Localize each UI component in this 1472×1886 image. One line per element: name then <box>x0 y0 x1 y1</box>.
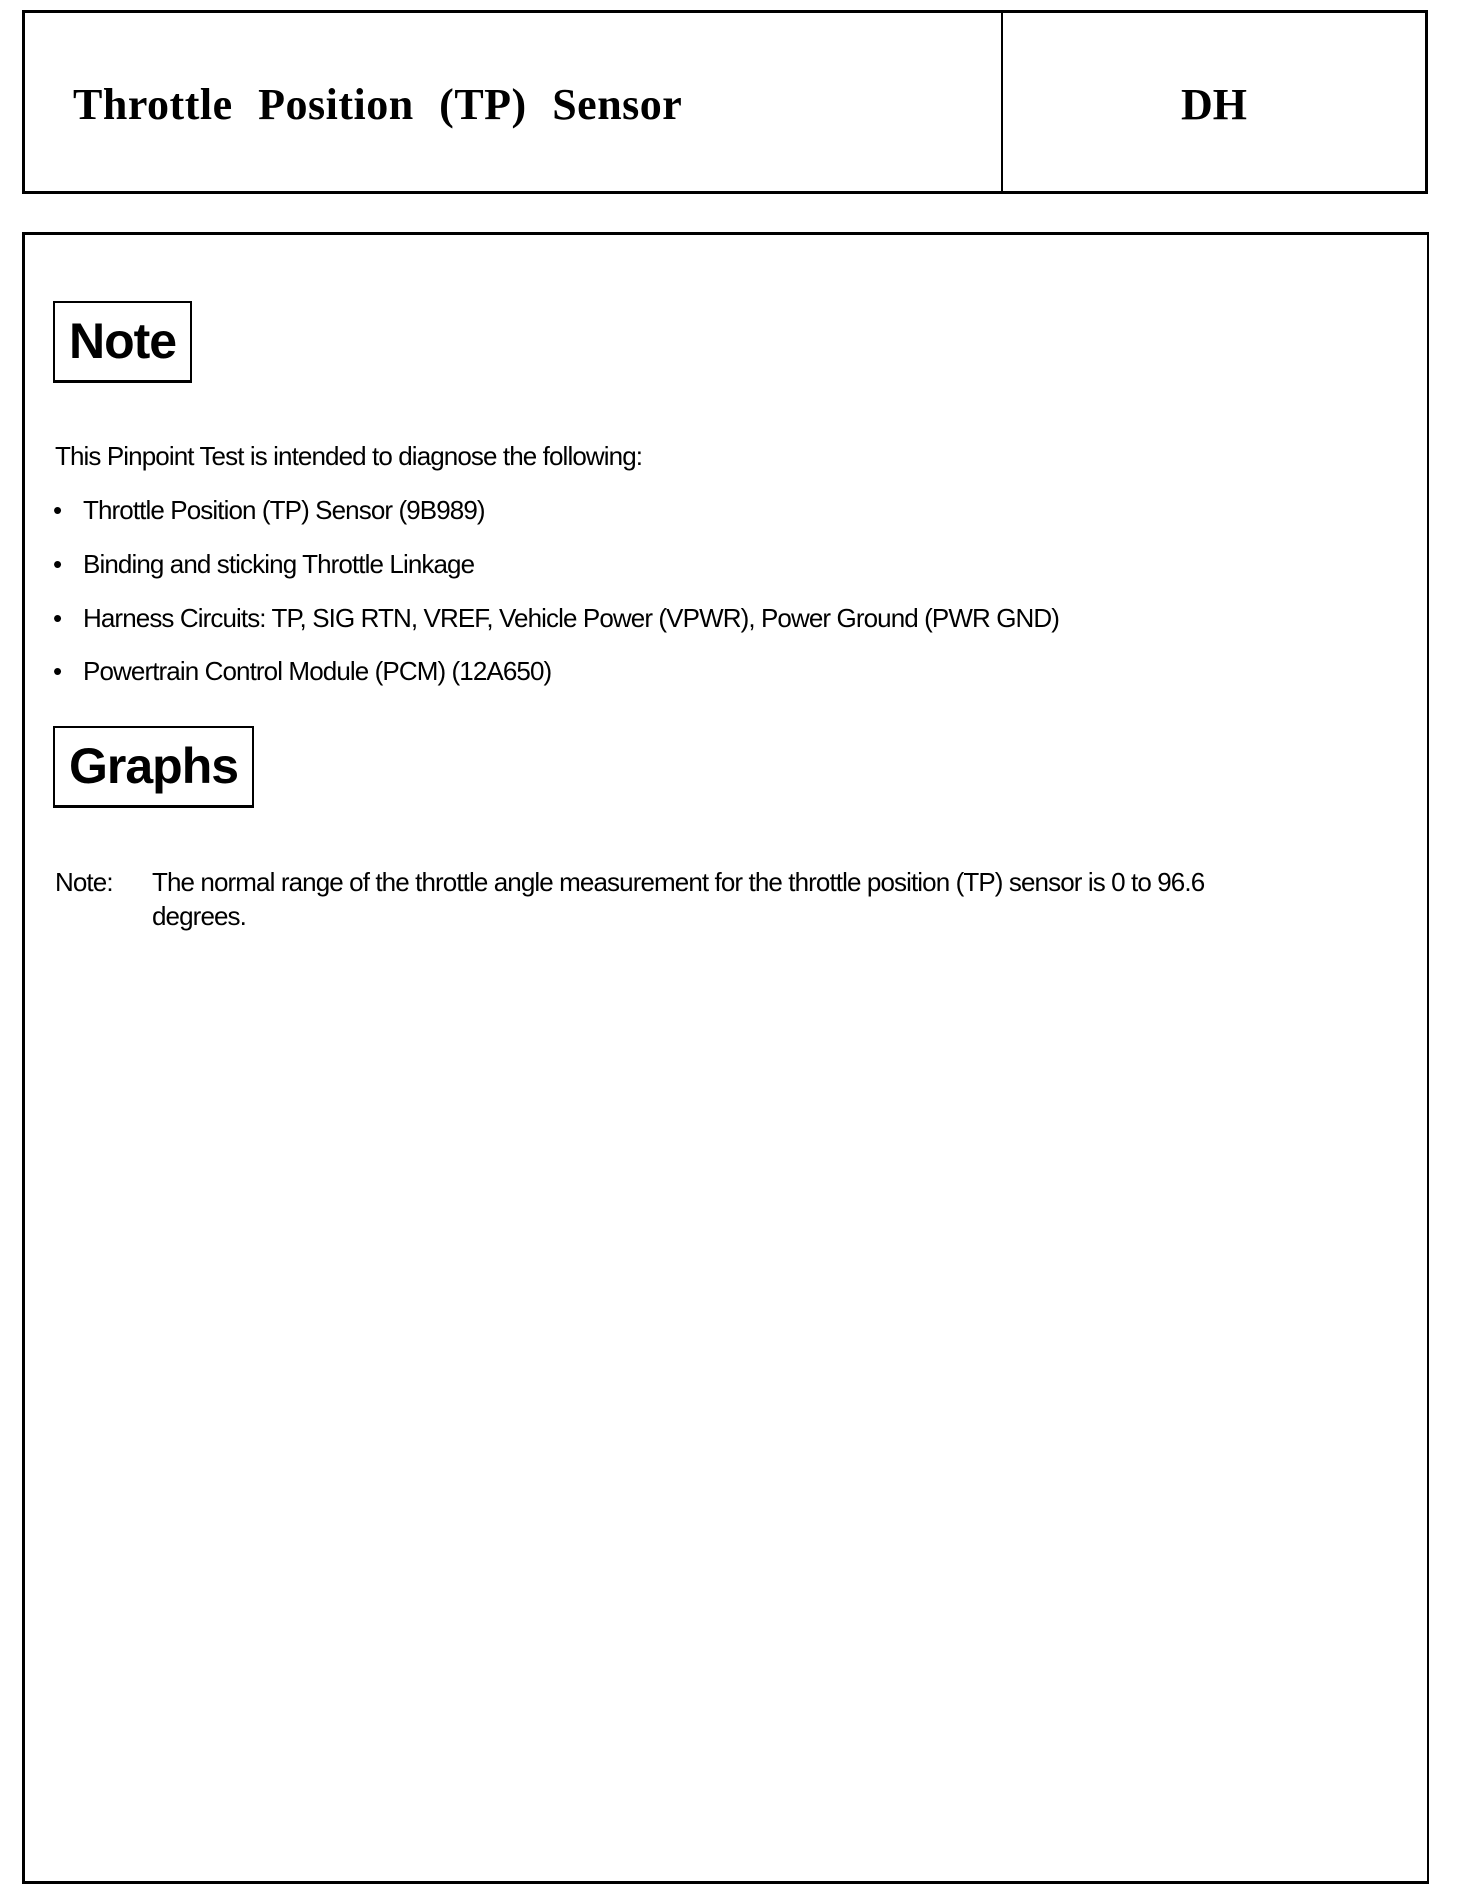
note-text-line2: degrees. <box>152 901 246 931</box>
bullet-icon: • <box>53 549 62 579</box>
intro-text: This Pinpoint Test is intended to diagnose the following: <box>55 441 643 471</box>
page-title: Throttle Position (TP) Sensor <box>73 80 683 129</box>
note-text-line1: The normal range of the throttle angle measurement for the throttle position (TP) sensor is 0 to 96.6 <box>152 867 1205 897</box>
content-panel: Note This Pinpoint Test is intended to diagnose the following: • Throttle Position (TP) Sensor (9B989) • Binding and sticking Throttle Linkage • Harness Circuits: TP, SIG RTN, VREF, Vehicle Power (VPWR), Power Ground (PWR GND) • Powertrain Control Module (PCM) (12A650) Graphs Note: The normal range of the throttle angle measurement for the throttle position (TP) sensor is 0 to 96.6 degrees. <box>22 232 1429 1884</box>
note-label: Note: <box>55 867 113 897</box>
note-heading: Note <box>53 301 192 383</box>
page-header <box>22 10 1428 194</box>
bullet-icon: • <box>53 495 62 525</box>
bullet-icon: • <box>53 603 62 633</box>
test-code: DH <box>1181 80 1247 129</box>
graphs-heading: Graphs <box>53 726 254 808</box>
bullet-icon: • <box>53 656 62 686</box>
